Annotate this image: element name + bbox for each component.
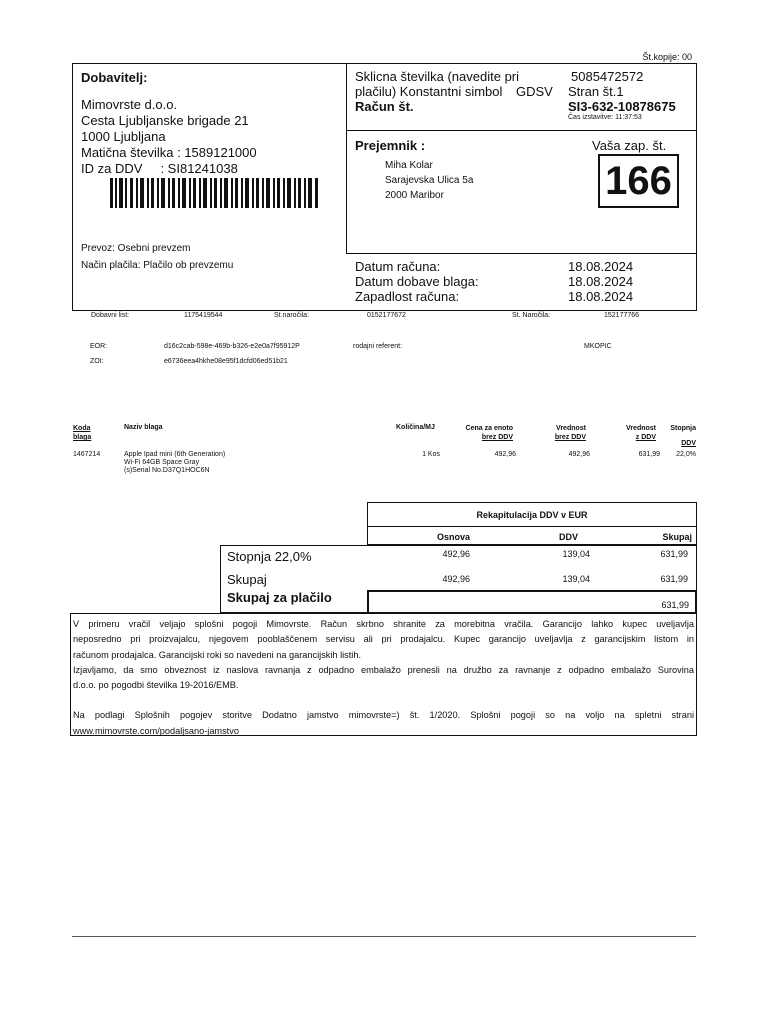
supplier-vat: ID za DDV : SI81241038 xyxy=(81,161,238,176)
recap-rate-total: 631,99 xyxy=(660,549,688,559)
invoice-number: SI3-632-10878675 xyxy=(568,99,676,114)
page-number: Stran št.1 xyxy=(568,84,624,99)
header-unit-price xyxy=(440,424,513,442)
eor-value: d16c2cab-598e-469b-b326-e2e0a7f95912P xyxy=(164,343,300,350)
recap-rate-base: 492,96 xyxy=(442,549,470,559)
header-rate-line1: Stopnja xyxy=(670,425,696,432)
reference-label-line1: Sklicna številka (navedite pri xyxy=(355,69,520,84)
zoi-label: ZOI: xyxy=(90,358,104,365)
terms-line-5: d.o.o. po pogodbi številka 19-2016/EMB. xyxy=(73,680,239,691)
supplier-street: Cesta Ljubljanske brigade 21 xyxy=(81,113,249,128)
header-valvat-line1: Vrednost xyxy=(626,425,656,432)
recap-title: Rekapitulacija DDV v EUR xyxy=(476,510,588,520)
invoice-number-label: Račun št. xyxy=(355,99,414,114)
row-unit-price: 492,96 xyxy=(494,451,516,458)
row-value-vat: 631,99 xyxy=(638,451,660,458)
recap-pay-total: 631,99 xyxy=(661,600,689,610)
recap-rate-label: Stopnja 22,0% xyxy=(227,549,312,564)
supplier-city: 1000 Ljubljana xyxy=(81,129,166,144)
recap-col-total: Skupaj xyxy=(662,532,692,542)
recap-col-vat: DDV xyxy=(558,532,578,542)
reference-gdsv: GDSV xyxy=(516,84,553,99)
header-value xyxy=(520,424,586,442)
issue-time: Čas izstavitve: 11:37:53 xyxy=(568,114,642,121)
recap-sum-vat: 139,04 xyxy=(562,574,590,584)
row-value: 492,96 xyxy=(568,451,590,458)
order2-label: St. Naročila: xyxy=(512,312,551,319)
order-number-label: Vaša zap. št. xyxy=(592,138,667,153)
terms-line-1: V primeru vračil veljajo splošni pogoji Mimovrste. Račun skrbno shranite za morebitna vračila. Garancijo lahko kupec uveljavlja xyxy=(73,619,694,629)
row-name-line2: Wi-Fi 64GB Space Gray xyxy=(124,459,200,466)
zoi-value: e6736eea4hkhe08e95f1dcfd06ed51b21 xyxy=(164,358,288,365)
referent-label: rodajni referent: xyxy=(353,343,403,350)
barcode xyxy=(110,178,318,208)
supplier-name: Mimovrste d.o.o. xyxy=(81,97,178,112)
footer-rule xyxy=(72,936,696,937)
supplier-registration: Matična številka : 1589121000 xyxy=(81,145,257,160)
row-qty: 1 Kos xyxy=(422,451,440,458)
terms-line-3: računom prodajalca. Garancijski roki so navedeni na garancijskih listih. xyxy=(73,649,362,660)
delivery-date-label: Datum dobave blaga: xyxy=(355,274,479,289)
recap-col-base: Osnova xyxy=(436,532,470,542)
row-name-line3: (s)Serial No.D37Q1HOC6N xyxy=(124,467,210,474)
terms-line-7: www.mimovrste.com/podaljsano-jamstvo xyxy=(73,725,239,736)
transport-method: Prevoz: Osebni prevzem xyxy=(81,243,191,254)
header-qty: Količina/MJ xyxy=(396,424,435,431)
header-valvat-line2: z DDV xyxy=(635,434,656,441)
delivery-note-label: Dobavni list: xyxy=(91,312,130,319)
eor-label: EOR: xyxy=(90,343,108,350)
reference-label-line2: plačilu) Konstantni simbol xyxy=(355,84,503,99)
recipient-name: Miha Kolar xyxy=(385,160,433,171)
delivery-note-value: 1175419544 xyxy=(184,312,223,319)
terms-spacer xyxy=(73,693,694,708)
row-name-line1: Apple Ipad mini (6th Generation) xyxy=(124,451,226,458)
terms-box xyxy=(70,613,697,736)
header-code-line1: Koda xyxy=(73,425,91,432)
row-vat-rate: 22,0% xyxy=(676,451,696,458)
row-name xyxy=(124,451,225,475)
copy-number: Št.kopije: 00 xyxy=(642,52,692,62)
order-value: 0152177672 xyxy=(367,312,406,319)
invoice-date: 18.08.2024 xyxy=(568,259,634,274)
header-divider-dates xyxy=(346,253,697,254)
recap-sum-label: Skupaj xyxy=(227,572,267,587)
terms-line-6: Na podlagi Splošnih pogojev storitve Dodatno jamstvo mimovrste=) št. 1/2020. Splošni pogoji so na voljo na spletni strani xyxy=(73,710,694,721)
header-value-line1: Vrednost xyxy=(556,425,586,432)
order2-value: 152177766 xyxy=(604,312,640,319)
header-rate-line2: DDV xyxy=(681,440,696,447)
recap-title-divider xyxy=(367,526,697,527)
recap-rate-vat: 139,04 xyxy=(562,549,590,559)
order-label: St.naročila: xyxy=(274,312,310,319)
order-number-box: 166 xyxy=(598,154,679,208)
referent-value: MKOPIC xyxy=(584,343,612,350)
recap-sum-total: 631,99 xyxy=(660,574,688,584)
recap-pay-label: Skupaj za plačilo xyxy=(227,590,332,605)
header-divider-vertical xyxy=(346,63,347,253)
header-code xyxy=(73,424,91,442)
header-value-line2: brez DDV xyxy=(554,434,586,441)
due-date: 18.08.2024 xyxy=(568,289,634,304)
terms-line-4: Izjavljamo, da smo obveznost iz naslova ravnanja z odpadno embalažo prenesli na družbo za ravnanje z odpadno embalažo Surovina xyxy=(73,664,694,675)
supplier-heading: Dobavitelj: xyxy=(81,70,148,85)
reference-number: 5085472572 xyxy=(571,69,644,84)
header-vat-rate xyxy=(662,424,696,448)
header-unit-line1: Cena za enoto xyxy=(465,425,513,432)
recipient-street: Sarajevska Ulica 5a xyxy=(385,175,474,186)
due-date-label: Zapadlost računa: xyxy=(355,289,460,304)
header-value-vat xyxy=(600,424,656,442)
payment-method: Način plačila: Plačilo ob prevzemu xyxy=(81,260,234,271)
recap-pay-box xyxy=(367,590,697,614)
recap-sum-base: 492,96 xyxy=(442,574,470,584)
header-name: Naziv blaga xyxy=(124,424,163,431)
header-divider-reference xyxy=(346,130,697,131)
row-code: 1467214 xyxy=(73,451,101,458)
invoice-date-label: Datum računa: xyxy=(355,259,441,274)
header-unit-line2: brez DDV xyxy=(481,434,513,441)
delivery-date: 18.08.2024 xyxy=(568,274,634,289)
recipient-city: 2000 Maribor xyxy=(385,190,444,201)
header-code-line2: blaga xyxy=(73,434,92,441)
recipient-heading: Prejemnik : xyxy=(355,138,426,153)
terms-line-2: neposredno pri proizvajalcu, njegovem pooblaščenem servisu ali pri prodajalcu. Kupec garancijo uveljavlja z garancijskim listom in xyxy=(73,634,694,645)
